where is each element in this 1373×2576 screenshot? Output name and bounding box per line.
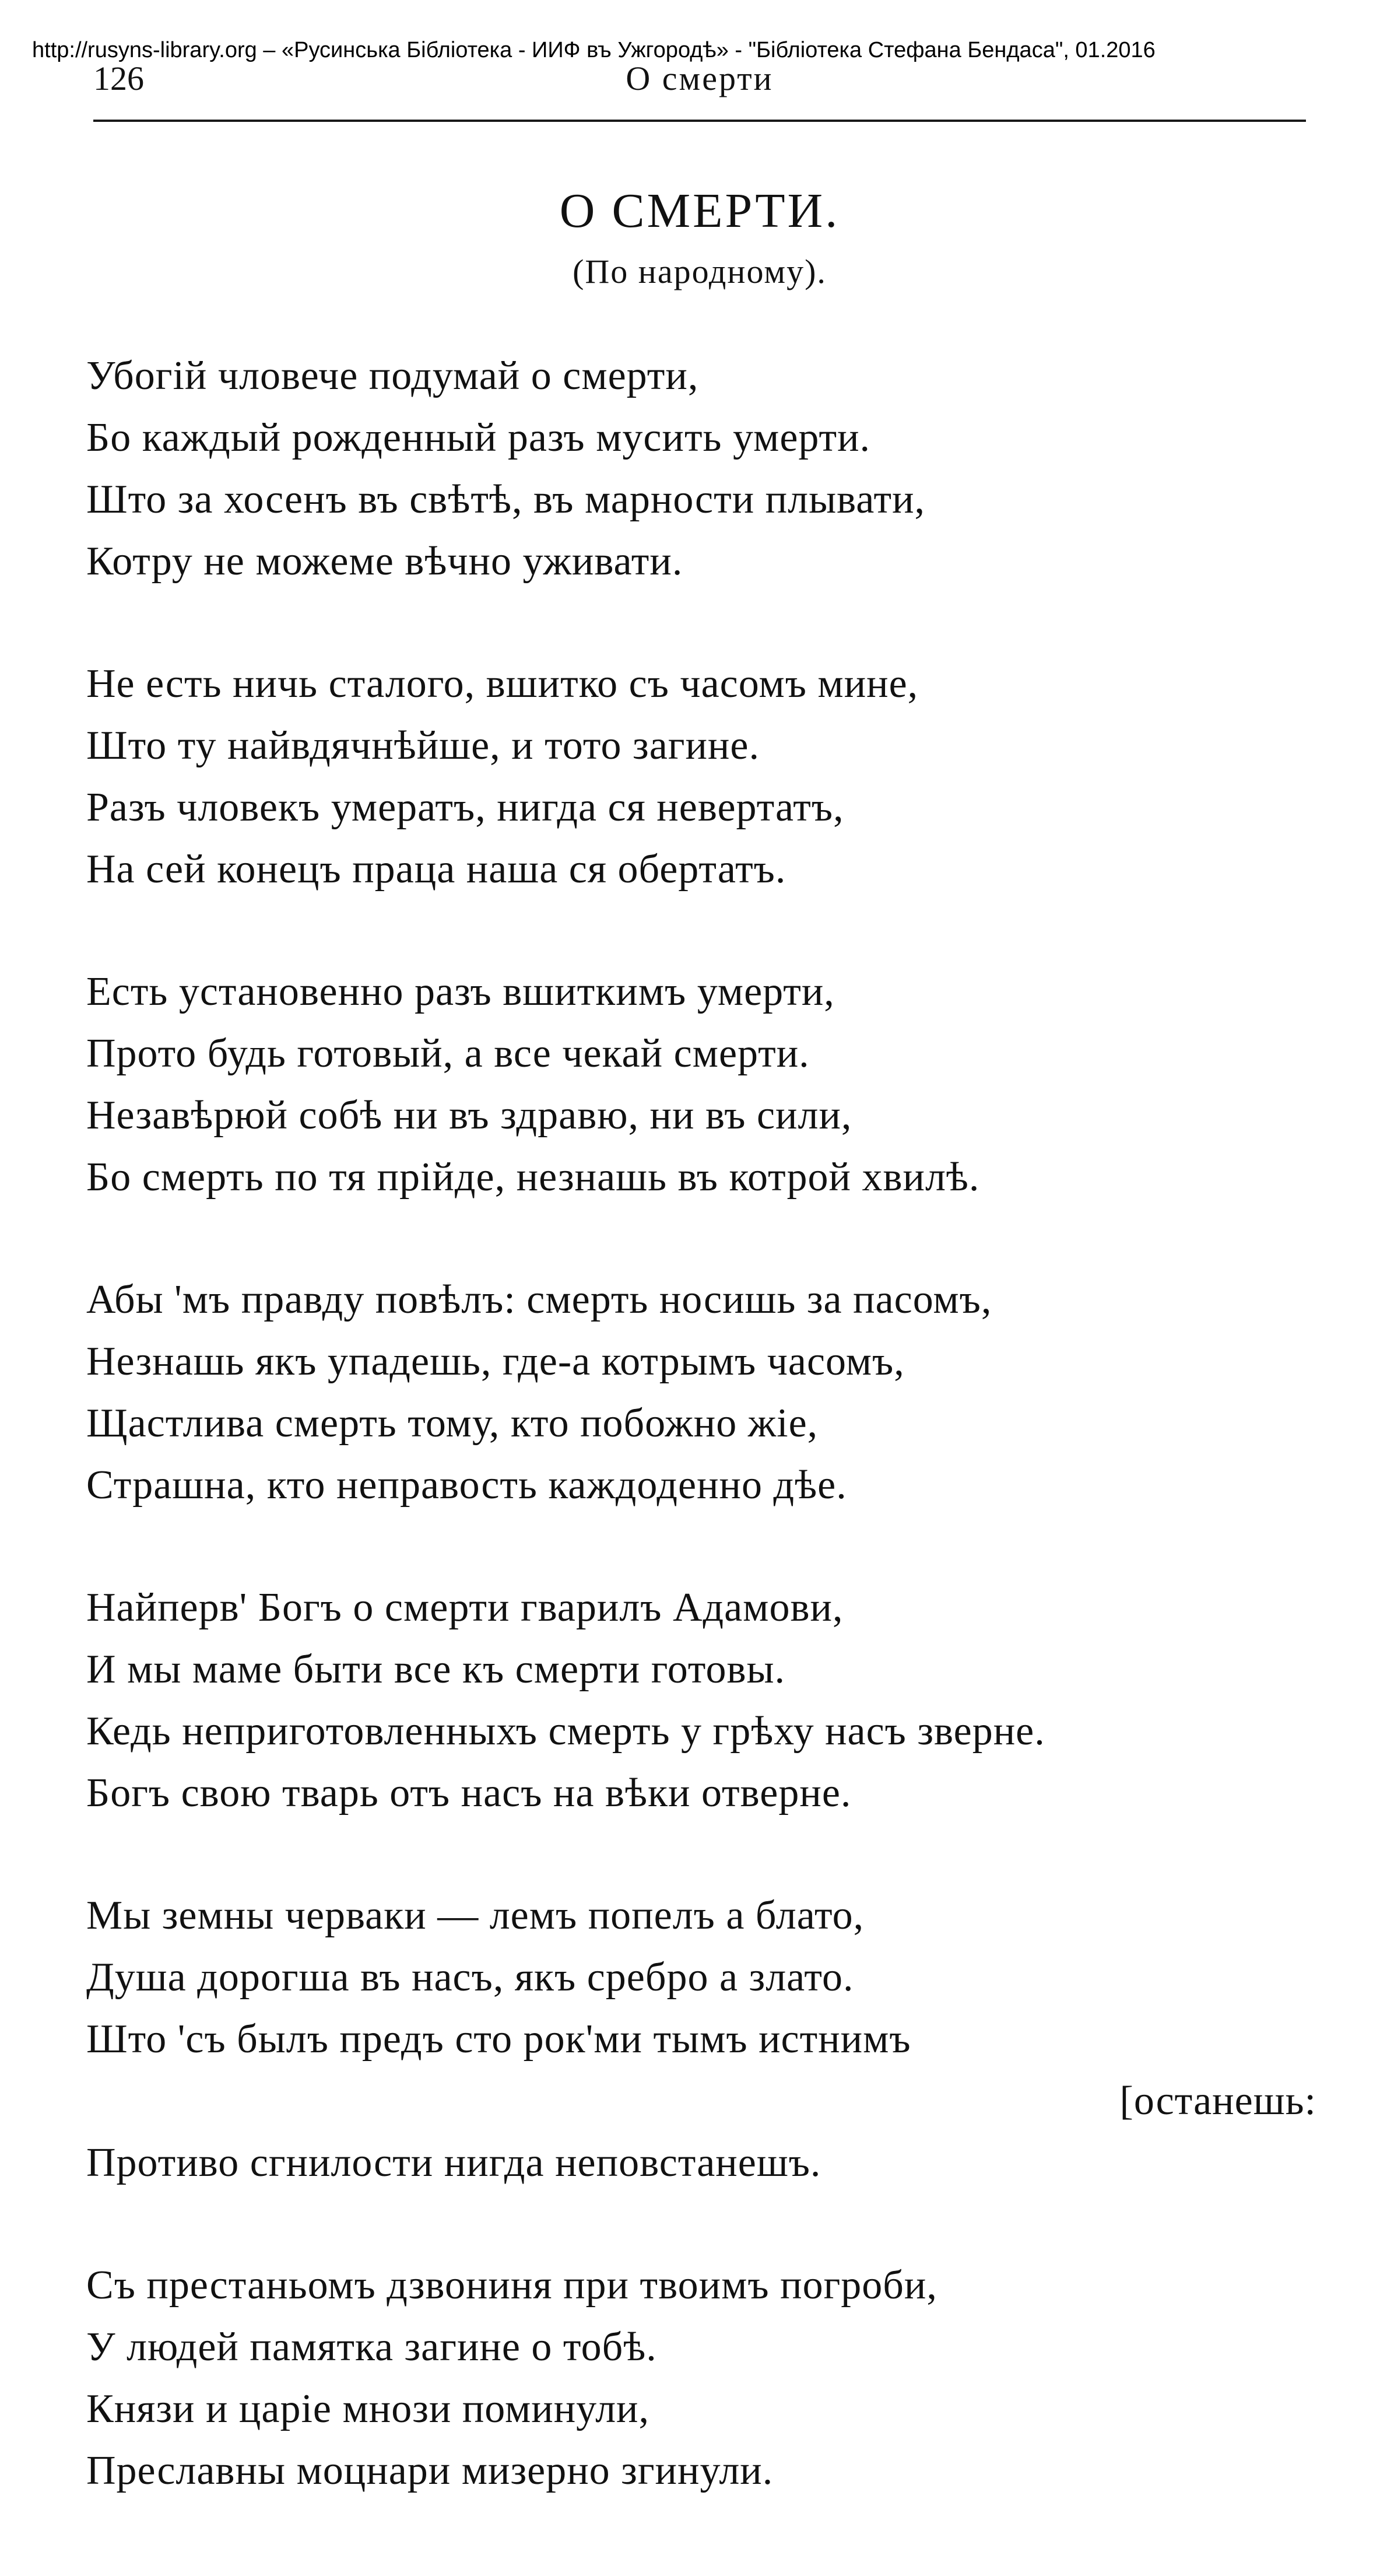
stanza: [86, 1885, 1316, 2194]
verse-line: Разъ чловекъ умератъ, нигда ся невертатъ,: [86, 785, 844, 830]
verse-line: Што за хосенъ въ свѣтѣ, въ марности плывати,: [86, 477, 926, 522]
source-attribution: http://rusyns-library.org – «Русинська Бібліотека - ИИФ въ Ужгородѣ» - "Бібліотека Стефана Бендаса", 01.2016: [32, 38, 1156, 62]
verse-line-continuation: [останешь:: [1119, 2079, 1316, 2123]
verse-line: Што ту найвдячнѣйше, и тото загине.: [86, 723, 760, 768]
verse-line: Прото будь готовый, а все чекай смерти.: [86, 1031, 810, 1076]
verse-line: Убогій чловече подумай о смерти,: [86, 353, 699, 398]
verse-line: Страшна, кто неправость каждоденно дѣе.: [86, 1463, 847, 1508]
verse-line: Душа дорогша въ насъ, якъ сребро а злато.: [86, 1955, 854, 2000]
verse-line: Князи и царіе мнози поминули,: [86, 2386, 650, 2431]
stanza: [86, 345, 1316, 593]
verse-line: Абы 'мъ правду повѣлъ: смерть носишь за пасомъ,: [86, 1277, 992, 1322]
verse-line: Котру не можеме вѣчно уживати.: [86, 539, 683, 584]
verse-line: Противо сгнилости нигда неповстанешъ.: [86, 2140, 821, 2185]
poem-subtitle: (По народному).: [573, 253, 827, 290]
stanza: [86, 1577, 1316, 1824]
verse-line: Богъ свою тварь отъ насъ на вѣки отверне.: [86, 1771, 852, 1816]
verse-line: Щастлива смерть тому, кто побожно жіе,: [86, 1401, 819, 1446]
verse-line: И мы маме быти все къ смерти готовы.: [86, 1647, 786, 1692]
verse-line: Найперв' Богъ о смерти гварилъ Адамови,: [86, 1585, 844, 1630]
running-head: [93, 58, 1306, 99]
verse-line: Кедь неприготовленныхъ смерть у грѣху насъ зверне.: [86, 1709, 1045, 1754]
poem-title: О СМЕРТИ.: [559, 184, 840, 238]
verse-line: Бо каждый рожденный разъ мусить умерти.: [86, 415, 871, 460]
verse-line: Што 'съ былъ предъ сто рок'ми тымъ истнимъ: [86, 2017, 911, 2062]
verse-line: Мы земны черваки — лемъ попелъ а блато,: [86, 1893, 865, 1938]
stanza: [86, 961, 1316, 1208]
stanza: [86, 2255, 1316, 2502]
verse-line: У людей памятка загине о тобѣ.: [86, 2325, 657, 2370]
stanza: [86, 653, 1316, 900]
verse-line: Незавѣрюй собѣ ни въ здравю, ни въ сили,: [86, 1093, 852, 1138]
poem-body: [86, 345, 1316, 2563]
header-rule: [93, 120, 1306, 122]
page-number: 126: [93, 59, 144, 97]
verse-line: Есть установенно разъ вшиткимъ умерти,: [86, 969, 835, 1014]
verse-line: Преславны моцнари мизерно згинули.: [86, 2448, 774, 2493]
verse-line: Съ престаньомъ дзвониня при твоимъ погроби,: [86, 2263, 937, 2308]
verse-line: На сей конецъ праца наша ся обертатъ.: [86, 847, 786, 892]
verse-line: Не есть ничь сталого, вшитко съ часомъ мине,: [86, 661, 919, 706]
verse-line: Бо смерть по тя прійде, незнашь въ котрой хвилѣ.: [86, 1155, 980, 1200]
stanza: [86, 1269, 1316, 1516]
running-title: О смерти: [626, 59, 774, 97]
verse-line: Незнашь якъ упадешь, где-а котрымъ часомъ,: [86, 1339, 905, 1384]
